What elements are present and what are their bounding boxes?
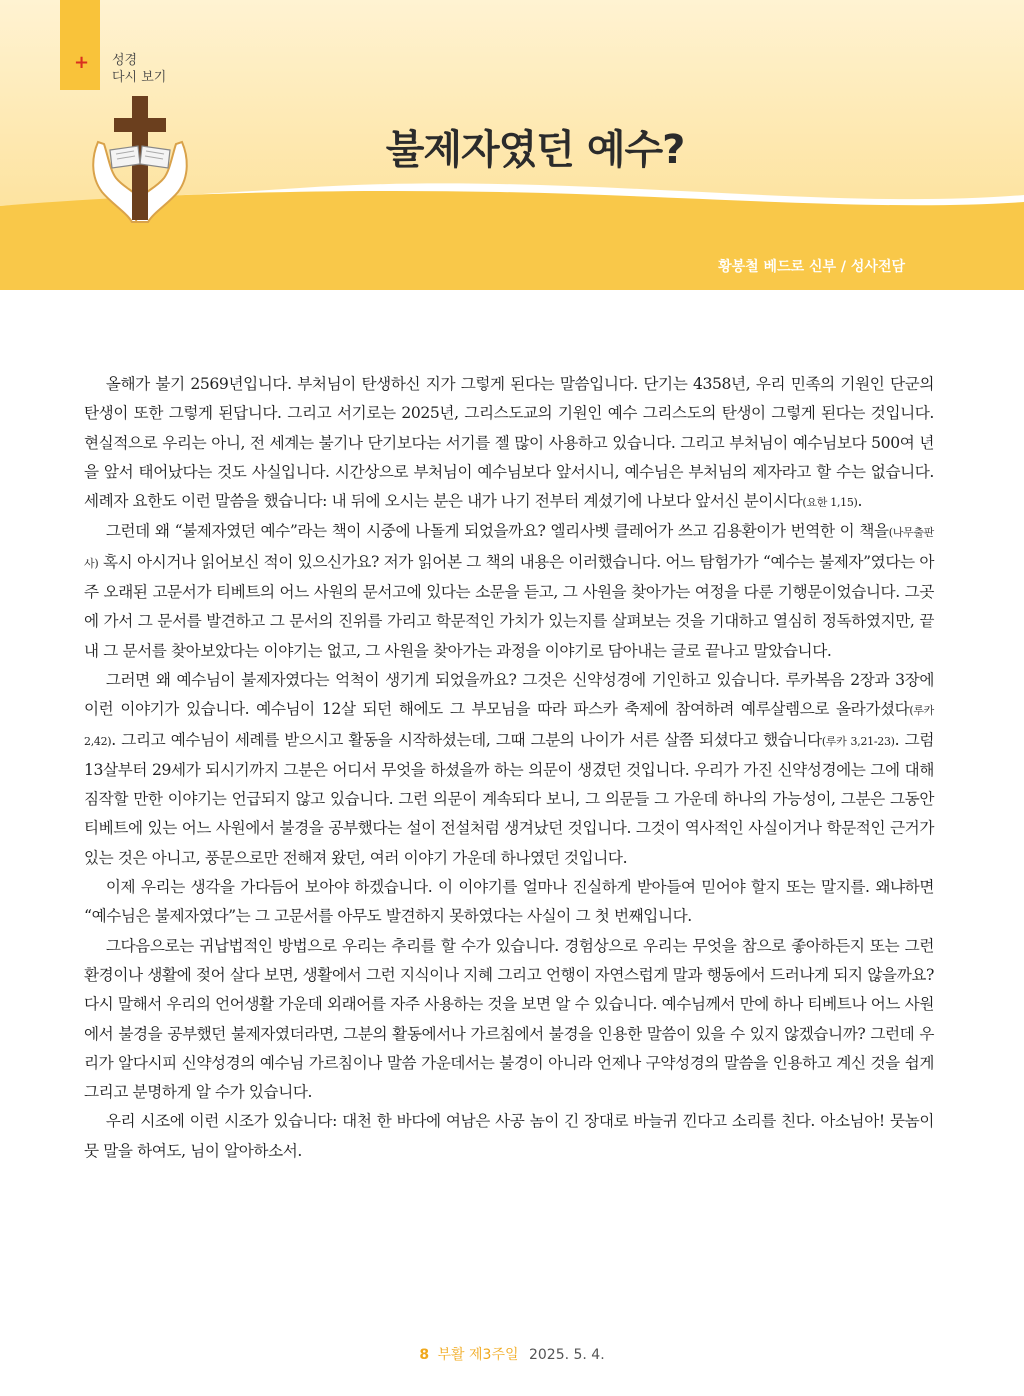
- paragraph-4: 이제 우리는 생각을 가다듬어 보아야 하겠습니다. 이 이야기를 얼마나 진실하게 받아들여 믿어야 할지 또는 말지를. 왜냐하면 “예수님은 불제자였다”는 그 고문서를 아무도 발견하지 못하였다는 사실이 그 첫 번째입니다.: [84, 878, 934, 926]
- scripture-ref: (요한 1,15): [802, 496, 858, 510]
- paragraph-6: 우리 시조에 이런 시조가 있습니다: 대천 한 바다에 여남은 사공 놈이 긴 장대로 바늘귀 낀다고 소리를 친다. 아소님아! 뭇놈이 뭇 말을 하여도, 님이 알아하소서.: [84, 1112, 934, 1160]
- scripture-ref: (루카 2,42): [84, 704, 934, 748]
- paragraph-2-text-a: 그런데 왜 “불제자였던 예수”라는 책이 시중에 나돌게 되었을까요? 엘리사벳 클레어가 쓰고 김용환이가 번역한 이 책을: [105, 522, 889, 541]
- paragraph-3: [84, 666, 934, 873]
- issue-date: 2025. 5. 4.: [528, 1347, 605, 1363]
- author-byline: 황봉철 베드로 신부 / 성사전담: [718, 259, 905, 275]
- page-footer: [0, 1344, 1024, 1364]
- page-number: 8: [419, 1347, 430, 1363]
- paragraph-2: [84, 517, 934, 665]
- paragraph-5: 그다음으로는 귀납법적인 방법으로 우리는 추리를 할 수가 있습니다. 경험상으로 우리는 무엇을 참으로 좋아하든지 또는 그런 환경이나 생활에 젖어 살다 보면, 생활에서 그런 지식이나 지혜 그리고 언행이 자연스럽게 말과 행동에서 드러나게 되지 않을까요? 다시 말해서 우리의 언어생활 가운데 외래어를 자주 사용하는 것을 보면 알 수 있습니다. 예수님께서 만에 하나 티베트나 어느 사원에서 불경을 공부했던 불제자였더라면, 그분의 활동에서나 가르침에서 불경을 인용한 말씀이 있을 수 있지 않겠습니까? 그런데 우리가 알다시피 신약성경의 예수님 가르침이나 말씀 가운데서는 불경이 아니라 언제나 구약성경의 말씀을 인용하고 계신 것을 쉽게 그리고 분명하게 알 수가 있습니다.: [84, 936, 934, 1102]
- hands-cross-bible-icon: [88, 96, 192, 232]
- cross-icon: +: [74, 52, 90, 73]
- article-body: [84, 370, 934, 1166]
- section-tag-block: [60, 0, 100, 90]
- section-tag-line1: 성경: [112, 53, 138, 68]
- paragraph-3-text-a: 그러면 왜 예수님이 불제자였다는 억척이 생기게 되었을까요? 그것은 신약성경에 기인하고 있습니다. 루카복음 2장과 3장에 이런 이야기가 있습니다. 예수님이 12살 되던 해에도 그 부모님을 따라 파스카 축제에 참여하려 예루살렘으로 올라가셨다: [84, 670, 934, 719]
- paragraph-2-text-b: 혹시 아시거나 읽어보신 적이 있으신가요? 저가 읽어본 그 책의 내용은 이러했습니다. 어느 탐험가가 “예수는 불제자”였다는 아주 오래된 고문서가 티베트의 어느 사원의 문서고에 있다는 소문을 듣고, 그 사원을 찾아가는 여정을 다룬 기행문이었습니다. 그곳에 가서 그 문서를 발견하고 그 문서의 진위를 가리고 학문적인 가치가 있는지를 살펴보는 것을 기대하고 열심히 정독하였지만, 끝내 그 문서를 찾아보았다는 이야기는 없고, 그 사원을 찾아가는 과정을 이야기로 담아내는 글로 끝나고 말았습니다.: [84, 552, 934, 660]
- section-tag: [112, 52, 166, 86]
- issue-label: 부활 제3주일: [437, 1347, 519, 1363]
- paragraph-1-end: .: [857, 492, 863, 511]
- paragraph-1-text: 올해가 불기 2569년입니다. 부처님이 탄생하신 지가 그렇게 된다는 말씀입니다. 단기는 4358년, 우리 민족의 기원인 단군의 탄생이 또한 그렇게 된답니다. 그리고 서기로는 2025년, 그리스도교의 기원인 예수 그리스도의 탄생이 그렇게 된다는 것입니다. 현실적으로 우리는 아니, 전 세계는 불기나 단기보다는 서기를 젤 많이 사용하고 있습니다. 그리고 부처님이 예수님보다 500여 년을 앞서 태어났다는 것도 사실입니다. 시간상으로 부처님이 예수님보다 앞서시니, 예수님은 부처님의 제자라고 할 수는 없습니다. 세례자 요한도 이런 말씀을 했습니다: 내 뒤에 오시는 분은 내가 나기 전부터 계셨기에 나보다 앞서신 분이시다: [84, 375, 934, 511]
- paragraph-1: [84, 370, 934, 517]
- section-tag-line2: 다시 보기: [112, 70, 167, 85]
- paragraph-3-text-b: . 그리고 예수님이 세례를 받으시고 활동을 시작하셨는데, 그때 그분의 나이가 서른 살쯤 되셨다고 했습니다: [111, 730, 822, 749]
- page-title: 불제자였던 예수?: [385, 127, 685, 173]
- scripture-ref: (루카 3,21-23): [821, 734, 895, 748]
- publisher-ref: (나무출판사): [84, 526, 934, 570]
- paragraph-3-text-c: . 그럼 13살부터 29세가 되시기까지 그분은 어디서 무엇을 하셨을까 하는 의문이 생겼던 것입니다. 우리가 가진 신약성경에는 그에 대해 짐작할 만한 이야기는 언급되지 않고 있습니다. 그런 의문이 계속되다 보니, 그 의문들 그 가운데 하나의 가능성이, 그분은 그동안 티베트에 있는 어느 사원에서 불경을 공부했다는 설이 전설처럼 생겨났던 것입니다. 그것이 역사적인 사실이거나 학문적인 근거가 있는 것은 아니고, 풍문으로만 전해져 왔던, 여러 이야기 가운데 하나였던 것입니다.: [84, 730, 934, 867]
